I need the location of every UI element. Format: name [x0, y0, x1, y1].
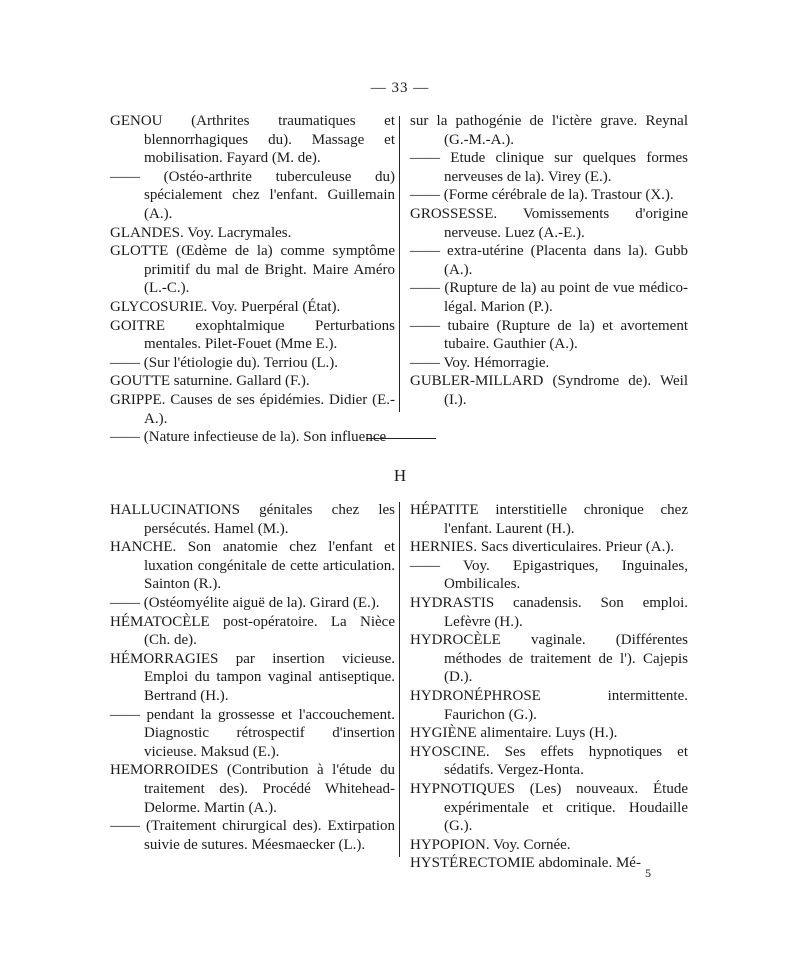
signature-mark: 5: [645, 866, 651, 880]
index-entry: HYDRASTIS canadensis. Son emploi. Lefèvre (H.).: [410, 594, 688, 630]
index-entry: HÉMORRAGIES par insertion vicieuse. Emploi du tampon vaginal antiseptique. Bertrand (H.).: [110, 650, 395, 704]
index-entry: HÉPATITE interstitielle chronique chez l'enfant. Laurent (H.).: [410, 502, 688, 537]
index-entry: —— Etude clinique sur quelques formes nerveuses de la). Virey (E.).: [410, 150, 688, 185]
index-entry: —— (Traitement chirurgical des). Extirpation suivie de sutures. Méesmaecker (L.).: [110, 818, 395, 853]
index-entry: HYDROCÈLE vaginale. (Différentes méthodes de traitement de l'). Cajepis (D.).: [410, 632, 688, 686]
index-column-bottom-right: [410, 501, 688, 873]
index-entry: HYDRONÉPHROSE intermittente. Faurichon (G.).: [410, 687, 688, 723]
index-entry: —— pendant la grossesse et l'accouchement. Diagnostic rétrospectif d'insertion vicieuse. Maksud (E.).: [110, 706, 395, 760]
column-divider: [399, 502, 400, 857]
index-entry: HERNIES. Sacs diverticulaires. Prieur (A.).: [410, 539, 675, 556]
index-column-top-left: [110, 112, 395, 447]
index-entry: GLYCOSURIE. Voy. Puerpéral (État).: [110, 298, 341, 315]
index-entry: GUBLER-MILLARD (Syndrome de). Weil (I.).: [410, 373, 688, 408]
index-entry: —— (Ostéomyélite aiguë de la). Girard (E.).: [110, 594, 380, 611]
index-entry: —— (Forme cérébrale de la). Trastour (X.).: [410, 187, 674, 204]
index-entry: HYPOPION. Voy. Cornée.: [410, 836, 571, 853]
index-entry: —— (Ostéo-arthrite tuberculeuse du) spécialement chez l'enfant. Guillemain (A.).: [110, 168, 395, 222]
index-entry: sur la pathogénie de l'ictère grave. Reynal (G.-M.-A.).: [410, 113, 688, 148]
index-entry: HEMORROIDES (Contribution à l'étude du traitement des). Procédé Whitehead-Delorme. Martin (A.).: [110, 762, 395, 816]
index-entry: GLANDES. Voy. Lacrymales.: [110, 224, 292, 241]
page-number: — 33 —: [370, 80, 430, 96]
index-entry: HYPNOTIQUES (Les) nouveaux. Étude expérimentale et critique. Houdaille (G.).: [410, 780, 688, 835]
section-rule: [366, 438, 436, 439]
index-entry: —— Voy. Epigastriques, Inguinales, Ombilicales.: [410, 557, 688, 593]
index-column-top-right: [410, 112, 688, 410]
index-entry: GOUTTE saturnine. Gallard (F.).: [110, 373, 310, 390]
index-entry: HALLUCINATIONS génitales chez les persécutés. Hamel (M.).: [110, 502, 395, 537]
index-entry: HÉMATOCÈLE post-opératoire. La Nièce (Ch. de).: [110, 613, 395, 649]
index-entry: —— (Nature infectieuse de la). Son influence: [110, 429, 387, 446]
section-heading: H: [393, 466, 407, 485]
column-divider: [399, 116, 400, 412]
index-entry: GRIPPE. Causes de ses épidémies. Didier (E.-A.).: [110, 391, 395, 427]
index-entry: GENOU (Arthrites traumatiques et blennorrhagiques du). Massage et mobilisation. Fayard (M. de).: [110, 113, 395, 167]
index-entry: HYGIÈNE alimentaire. Luys (H.).: [410, 725, 618, 742]
index-entry: GOITRE exophtalmique Perturbations mentales. Pilet-Fouet (Mme E.).: [110, 317, 395, 353]
index-entry: —— (Sur l'étiologie du). Terriou (L.).: [110, 354, 338, 371]
index-entry: —— tubaire (Rupture de la) et avortement tubaire. Gauthier (A.).: [410, 317, 688, 353]
index-entry: —— Voy. Hémorragie.: [410, 354, 550, 371]
index-column-bottom-left: [110, 501, 395, 854]
index-entry: HANCHE. Son anatomie chez l'enfant et luxation congénitale de cette articulation. Sainton (R.).: [110, 539, 395, 593]
index-entry: —— extra-utérine (Placenta dans la). Gubb (A.).: [410, 243, 688, 278]
index-entry: GROSSESSE. Vomissements d'origine nerveuse. Luez (A.-E.).: [410, 205, 688, 241]
index-entry: GLOTTE (Œdème de la) comme symptôme primitif du mal de Bright. Maire Améro (L.-C.).: [110, 243, 395, 297]
index-entry: —— (Rupture de la) au point de vue médico-légal. Marion (P.).: [410, 280, 688, 315]
index-entry: HYSTÉRECTOMIE abdominale. Mé-: [410, 855, 641, 872]
index-entry: HYOSCINE. Ses effets hypnotiques et sédatifs. Vergez-Honta.: [410, 743, 688, 779]
